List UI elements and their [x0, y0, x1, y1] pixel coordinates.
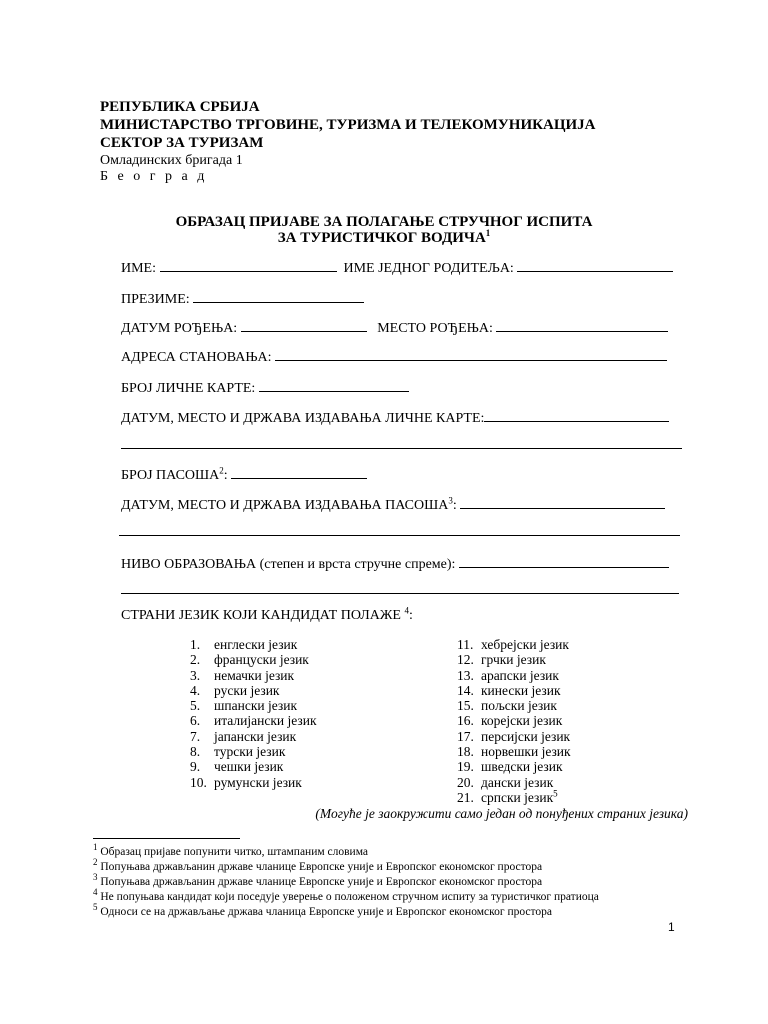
footnote-5: $^5$ Односи се на држављање држава чланица Европске уније и Европског економског простора — [93, 902, 552, 918]
birth-date-label: ДАТУМ РОЂЕЊА: — [121, 321, 238, 336]
education-label: НИВО ОБРАЗОВАЊА — [121, 557, 257, 572]
list-item[interactable]: 14. кинески језик — [457, 682, 561, 698]
id-issue-input-line[interactable] — [484, 408, 669, 422]
address-label: АДРЕСА СТАНОВАЊА: — [121, 350, 272, 365]
list-item[interactable]: 10. румунски језик — [190, 774, 302, 790]
passport-issue-input-line[interactable] — [460, 495, 665, 509]
education-input-line-2[interactable] — [121, 593, 679, 594]
list-item[interactable]: 8. турски језик — [190, 744, 286, 760]
list-item[interactable]: 9. чешки језик — [190, 759, 284, 775]
parent-name-input-line[interactable] — [517, 258, 673, 272]
birth-row — [121, 318, 668, 338]
surname-label: ПРЕЗИМЕ: — [121, 292, 190, 307]
footnote-3: $^3$ Попуњава држављанин државе чланице Европске уније и Европског економског простора — [93, 872, 543, 888]
foreign-language-row — [121, 607, 413, 625]
passport-issue-input-line-2[interactable] — [119, 535, 680, 536]
language-list-left — [190, 637, 317, 790]
birth-place-input-line[interactable] — [496, 318, 668, 332]
footnote-ref-5: 5 — [553, 788, 558, 799]
list-item[interactable]: 19. шведски језик — [457, 759, 563, 775]
list-item[interactable]: 17. персијски језик — [457, 728, 571, 744]
list-item[interactable]: 11. хебрејски језик — [457, 637, 569, 652]
name-label: ИМЕ: — [121, 261, 156, 276]
footnote-1: $^1$ Образац пријаве попунити читко, штампаним словима — [93, 842, 369, 858]
header-address: Омладинских бригада 1 — [100, 153, 243, 168]
passport-issue-row — [121, 495, 665, 515]
selection-note: (Могуће је заокружити само један од понуђених страних језика) — [315, 806, 688, 821]
id-issue-label: ДАТУМ, МЕСТО И ДРЖАВА ИЗДАВАЊА ЛИЧНЕ КАРТЕ: — [121, 411, 485, 426]
list-item[interactable]: 21. српски језик$^5$ — [457, 788, 558, 805]
list-item[interactable]: 2. француски језик — [190, 652, 309, 668]
language-list-right — [457, 637, 571, 805]
list-item[interactable]: 6. италијански језик — [190, 713, 317, 729]
id-issue-row — [121, 408, 669, 428]
list-item[interactable]: 12. грчки језик — [457, 652, 546, 668]
name-input-line[interactable] — [160, 258, 337, 272]
foreign-language-label: СТРАНИ ЈЕЗИК КОЈИ КАНДИДАТ ПОЛАЖЕ $^4$: — [121, 605, 413, 623]
footnote-2: $^2$ Попуњава држављанин државе чланице Европске уније и Европског економског простора — [93, 857, 543, 873]
list-item[interactable]: 7. јапански језик — [190, 728, 297, 744]
page-number: 1 — [668, 920, 675, 934]
passport-input-line[interactable] — [231, 465, 367, 479]
birth-date-input-line[interactable] — [241, 318, 367, 332]
footnote-ref-4: 4 — [404, 605, 409, 616]
form-title-line2: ЗА ТУРИСТИЧКОГ ВОДИЧА$^1$ — [277, 228, 491, 246]
id-card-label: БРОЈ ЛИЧНЕ КАРТЕ: — [121, 381, 256, 396]
address-input-line[interactable] — [275, 347, 667, 361]
address-row — [121, 347, 667, 367]
passport-issue-label: ДАТУМ, МЕСТО И ДРЖАВА ИЗДАВАЊА ПАСОША$^3$: — [121, 495, 457, 513]
footnote-ref-3: 3 — [448, 495, 453, 506]
list-item[interactable]: 13. арапски језик — [457, 667, 559, 683]
surname-input-line[interactable] — [193, 289, 364, 303]
id-card-input-line[interactable] — [259, 378, 409, 392]
list-item[interactable]: 16. корејски језик — [457, 713, 563, 729]
id-issue-input-line-2[interactable] — [121, 448, 682, 449]
list-item[interactable]: 5. шпански језик — [190, 698, 298, 714]
header-republic: РЕПУБЛИКА СРБИЈА — [100, 99, 260, 115]
list-item[interactable]: 20. дански језик — [457, 774, 554, 790]
education-input-line[interactable] — [459, 554, 669, 568]
education-desc: (степен и врста стручне спреме): — [259, 557, 456, 572]
name-row — [121, 258, 673, 278]
birth-place-label: МЕСТО РОЂЕЊА: — [377, 321, 493, 336]
list-item[interactable]: 15. пољски језик — [457, 698, 557, 714]
list-item[interactable]: 4. руски језик — [190, 682, 280, 698]
list-item[interactable]: 1. енглески језик — [190, 637, 298, 652]
footnote-4: $^4$ Не попуњава кандидат који поседује уверење о положеном стручном испиту за туристичког пратиоца — [93, 887, 599, 903]
surname-row — [121, 289, 364, 309]
id-card-row — [121, 378, 409, 398]
header-ministry: МИНИСТАРСТВО ТРГОВИНЕ, ТУРИЗМА И ТЕЛЕКОМУНИКАЦИЈА — [100, 117, 596, 133]
footnote-ref-2: 2 — [219, 465, 224, 476]
education-row — [121, 554, 669, 574]
header-sector: СЕКТОР ЗА ТУРИЗАМ — [100, 135, 264, 151]
footnote-ref-1: 1 — [485, 228, 491, 238]
footnote-divider — [93, 838, 240, 839]
list-item[interactable]: 18. норвешки језик — [457, 744, 571, 760]
passport-label: БРОЈ ПАСОША$^2$: — [121, 465, 228, 483]
parent-name-label: ИМЕ ЈЕДНОГ РОДИТЕЉА: — [343, 261, 514, 276]
list-item[interactable]: 3. немачки језик — [190, 667, 295, 683]
form-title-line1: ОБРАЗАЦ ПРИЈАВЕ ЗА ПОЛАГАЊЕ СТРУЧНОГ ИСПИТА — [175, 214, 593, 230]
passport-row — [121, 465, 367, 485]
header-city: Б е о г р а д — [100, 169, 208, 184]
